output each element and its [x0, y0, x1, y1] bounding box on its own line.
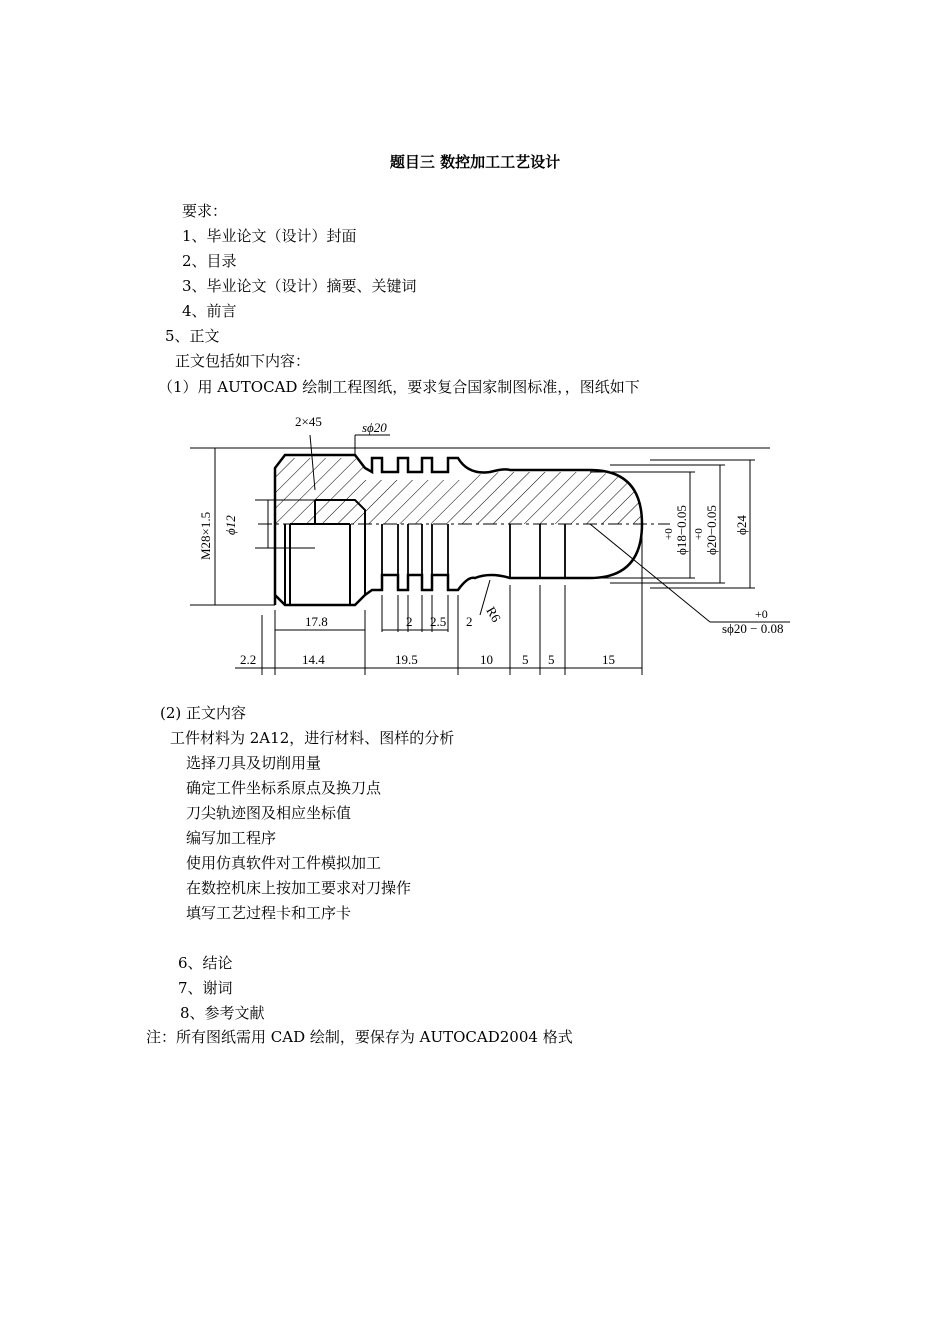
groove-lines [382, 524, 565, 578]
list-item: 8、参考文献 [180, 1004, 265, 1022]
list-item: 7、谢词 [178, 979, 233, 997]
content-item: 填写工艺过程卡和工序卡 [186, 904, 352, 922]
phi12-label: ϕ12 [223, 515, 238, 535]
content-item: 刀尖轨迹图及相应坐标值 [186, 804, 352, 822]
content-item: 编写加工程序 [186, 829, 277, 847]
dim-label: 17.8 [305, 614, 328, 629]
content-item: 选择刀具及切削用量 [186, 754, 322, 772]
list-item: 3、毕业论文（设计）摘要、关键词 [182, 277, 417, 295]
content-item: 使用仿真软件对工件模拟加工 [186, 854, 382, 872]
dim-label: 5 [522, 652, 529, 667]
content-item: 在数控机床上按加工要求对刀操作 [186, 879, 412, 897]
body-intro: 正文包括如下内容： [175, 352, 311, 370]
radius-label: R6 [483, 604, 504, 625]
list-item: 2、目录 [182, 252, 237, 270]
chamfer-label: 2×45 [295, 414, 322, 429]
part2-heading: (2) 正文内容 [160, 704, 247, 722]
requirements-label: 要求： [182, 202, 228, 220]
dim-label: 2 [466, 614, 473, 629]
sphere-bottom-tol: +0 [755, 607, 768, 621]
dim-label: 2.5 [430, 614, 447, 629]
phi18-tol: +0 [663, 528, 675, 540]
dim-label: 2.2 [240, 652, 257, 667]
dim-label: 2 [406, 614, 413, 629]
list-item: 6、结论 [178, 954, 233, 972]
dim-label: 5 [548, 652, 555, 667]
dim-label: 15 [602, 652, 615, 667]
section-hatch [365, 472, 642, 524]
content-item: 工件材料为 2A12，进行材料、图样的分析 [170, 729, 455, 747]
engineering-drawing [150, 400, 800, 690]
dim-label: 10 [480, 652, 493, 667]
footnote: 注：所有图纸需用 CAD 绘制，要保存为 AUTOCAD2004 格式 [146, 1028, 573, 1046]
thread-label: M28×1.5 [198, 511, 213, 560]
section-hatch [275, 458, 365, 524]
phi18-label: ϕ18−0.05 [674, 505, 689, 555]
sphere-top-label: sϕ20 [362, 420, 387, 435]
part1-heading: （1）用 AUTOCAD 绘制工程图纸，要求复合国家制图标准，，图纸如下 [158, 378, 640, 396]
phi20-tol: +0 [693, 528, 705, 540]
phi20-label: ϕ20−0.05 [704, 505, 719, 555]
page-title: 题目三 数控加工工艺设计 [389, 153, 561, 171]
list-item: 5、正文 [165, 327, 220, 345]
content-item: 确定工件坐标系原点及换刀点 [186, 779, 382, 797]
dim-label: 19.5 [395, 652, 418, 667]
sphere-bottom-label: sϕ20 − 0.08 [722, 621, 784, 636]
phi24-label: ϕ24 [734, 515, 749, 535]
list-item: 1、毕业论文（设计）封面 [182, 227, 357, 245]
dim-label: 14.4 [302, 652, 325, 667]
list-item: 4、前言 [182, 302, 237, 320]
